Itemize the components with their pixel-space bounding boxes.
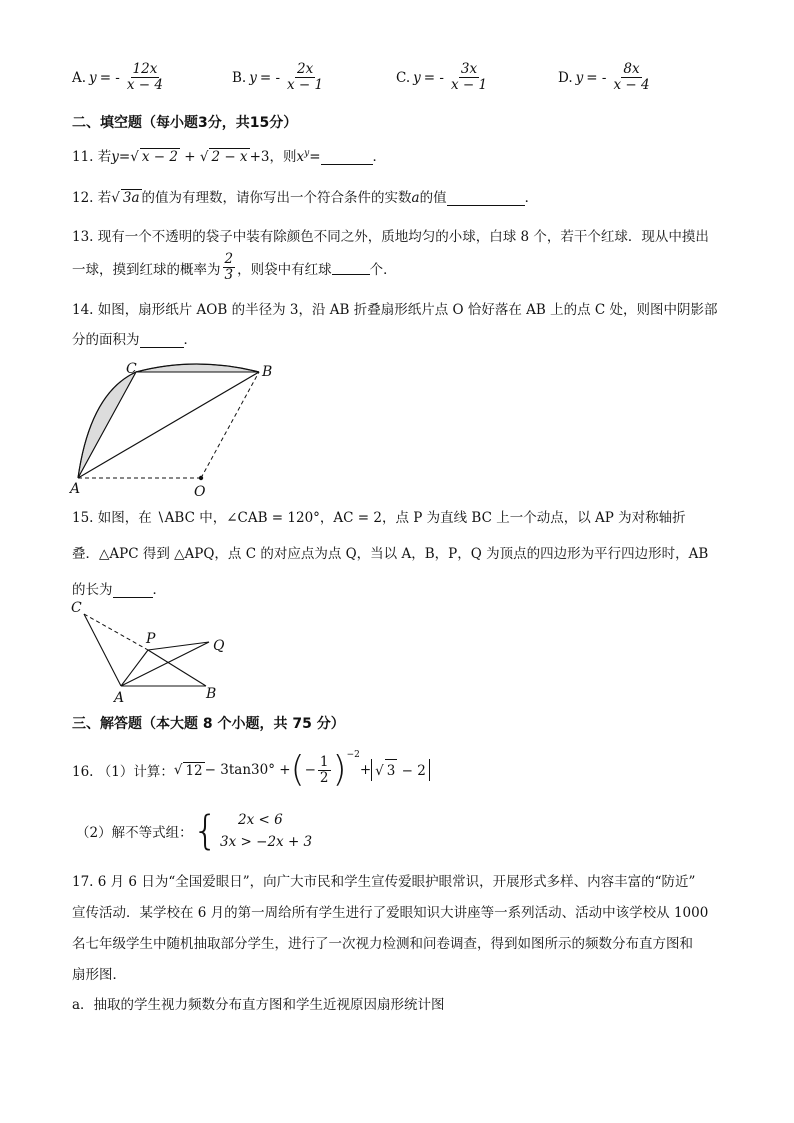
option-y: y [89,69,97,86]
denominator: x − 4 [126,77,163,93]
question-17-line-2: 宣传活动．某学校在 6 月的第一周给所有学生进行了爱眼知识大讲座等一系列活动、活动中该学校从 1000 [72,905,709,921]
question-16-part-1 [72,748,430,792]
option-fraction [125,62,165,93]
q14-text: 分的面积为 [72,332,140,348]
q12-radicand: 3a [122,190,140,206]
option-y: y [249,69,257,86]
exponent: −2 [346,750,360,760]
q13-end: 个． [369,261,397,278]
option-fraction [611,62,651,93]
sqrt-sign [111,190,120,206]
option-fraction [449,62,489,93]
question-15-line-3 [72,578,166,598]
sqrt-sign [200,149,209,165]
option-letter: C. [396,69,411,86]
q11-x: x [296,149,305,165]
q16-label: 16. （1）计算： [72,764,174,780]
figure-14 [66,358,286,498]
q14-end: ． [183,332,197,348]
numerator: 2x [296,61,314,77]
absolute-value [371,759,430,781]
q11-end: ． [372,149,386,165]
option-letter: D. [558,69,573,86]
section-3-heading: 三、解答题（本大题 8 个小题，共 75 分） [72,716,345,732]
question-15-line-2: 叠．△APC 得到 △APQ，点 C 的对应点为点 Q，当以 A，B，P，Q 为顶点的四边形为平行四边形时，AB [72,546,709,562]
question-13-line-2 [72,252,397,283]
q13-fraction [223,252,236,283]
question-17-line-1: 17. 6 月 6 日为“全国爱眼日”，向广大市民和学生宣传爱眼护眼常识，开展形式多样、内容丰富的“防近” [72,874,696,890]
q16b-label: （2）解不等式组： [76,825,193,841]
q11-tail: +3，则 [249,149,297,165]
plus-sign: + [359,762,372,778]
option-c [396,62,491,93]
inequality-2: 3x > −2x + 3 [220,834,313,850]
label-q: Q [213,638,225,654]
q11-prefix: 11. 若 [72,149,112,165]
q16-fraction [318,755,331,786]
option-letter: B. [232,69,247,86]
label-o: O [194,484,206,498]
inequality-1: 2x < 6 [238,812,283,828]
answer-blank[interactable] [332,261,370,275]
denominator: x − 4 [613,77,650,93]
numerator: 1 [319,753,329,770]
question-16-part-2 [76,805,312,857]
denominator: 2 [319,769,329,786]
minus-two: − 2 [397,763,426,779]
label-b: B [262,364,273,380]
question-14-line-1: 14. 如图，扇形纸片 AOB 的半径为 3，沿 AB 折叠扇形纸片点 O 恰好落在 AB 上的点 C 处，则图中阴影部 [72,302,718,318]
q11-equals: = [309,149,321,165]
inequality-system [220,812,312,850]
right-paren: ) [332,749,347,790]
q11-plus: + [179,149,200,165]
question-13-line-1: 13. 现有一个不透明的袋子中装有除颜色不同之外，质地均匀的小球，白球 8 个，若干个红球．现从中摸出 [72,229,709,245]
option-fraction [285,62,325,93]
options-row [72,62,752,102]
option-y: y [575,69,584,86]
question-14-line-2 [72,328,197,348]
question-15-line-1: 15. 如图，在 ∖ABC 中，∠CAB = 120°，AC = 2，点 P 为直线 BC 上一个动点，以 AP 为对称轴折 [72,510,686,526]
dashed-ob [201,372,259,478]
answer-blank[interactable] [447,192,525,206]
q12-post: 的值 [419,190,447,206]
sqrt-sign [130,149,139,165]
option-eq: = - [99,69,120,86]
label-c: C [71,600,82,616]
question-12 [72,186,538,206]
radicand-3: 3 [385,759,398,782]
section-2-heading: 二、填空题（每小题3分，共15分） [72,115,298,131]
segment-ac [78,372,136,478]
option-letter: A. [72,69,87,86]
numerator: 8x [623,61,640,77]
label-c: C [126,361,137,377]
q11-radicand-2: 2 − x [211,149,248,165]
denominator: x − 1 [450,77,488,93]
question-17-line-5: a．抽取的学生视力频数分布直方图和学生近视原因扇形统计图 [72,997,445,1013]
option-y: y [413,69,421,86]
question-11 [72,145,386,165]
q11-exponent: y [304,148,310,159]
answer-blank[interactable] [321,151,373,165]
question-17-line-3: 名七年级学生中随机抽取部分学生，进行了一次视力检测和问卷调查，得到如图所示的频数分布直方图和 [72,936,693,952]
option-eq: = - [259,69,281,86]
option-a [72,62,167,93]
denominator: 3 [224,267,234,283]
segment-ap [121,650,148,686]
option-d [558,62,654,93]
option-b [232,62,327,93]
numerator: 12x [132,61,158,77]
label-p: P [146,631,156,647]
neg-sign: − [304,762,316,778]
figure-15 [66,598,246,706]
q13-text: 一球，摸到红球的概率为 [72,261,221,278]
numerator: 3x [460,61,478,77]
label-a: A [70,481,81,497]
q11-y: y= [111,149,131,165]
radicand-12: 12 [185,762,203,779]
question-17-line-4: 扇形图． [72,967,126,983]
numerator: 2 [224,251,234,267]
q16-mid: − 3tan30° + [204,762,291,778]
answer-blank[interactable] [140,334,184,348]
q13-text: ，则袋中有红球 [237,261,332,278]
denominator: x − 1 [287,77,324,93]
q12-var: a [411,190,420,206]
sqrt-sign [174,762,183,778]
left-brace: { [192,808,219,854]
q12-end: ． [524,190,539,206]
q15-end: ． [152,582,166,598]
label-a: A [114,690,125,706]
option-eq: = - [586,69,607,86]
q12-prefix: 12. 若 [72,190,112,206]
q15-text: 的长为 [72,582,113,598]
q11-radicand-1: x − 2 [141,149,178,165]
sqrt-sign [375,763,384,779]
answer-blank[interactable] [113,584,153,598]
left-paren: ( [290,749,305,790]
label-b: B [206,686,217,702]
option-eq: = - [423,69,444,86]
q12-text: 的值为有理数，请你写出一个符合条件的实数 [141,190,412,206]
point-o-dot [199,476,203,480]
